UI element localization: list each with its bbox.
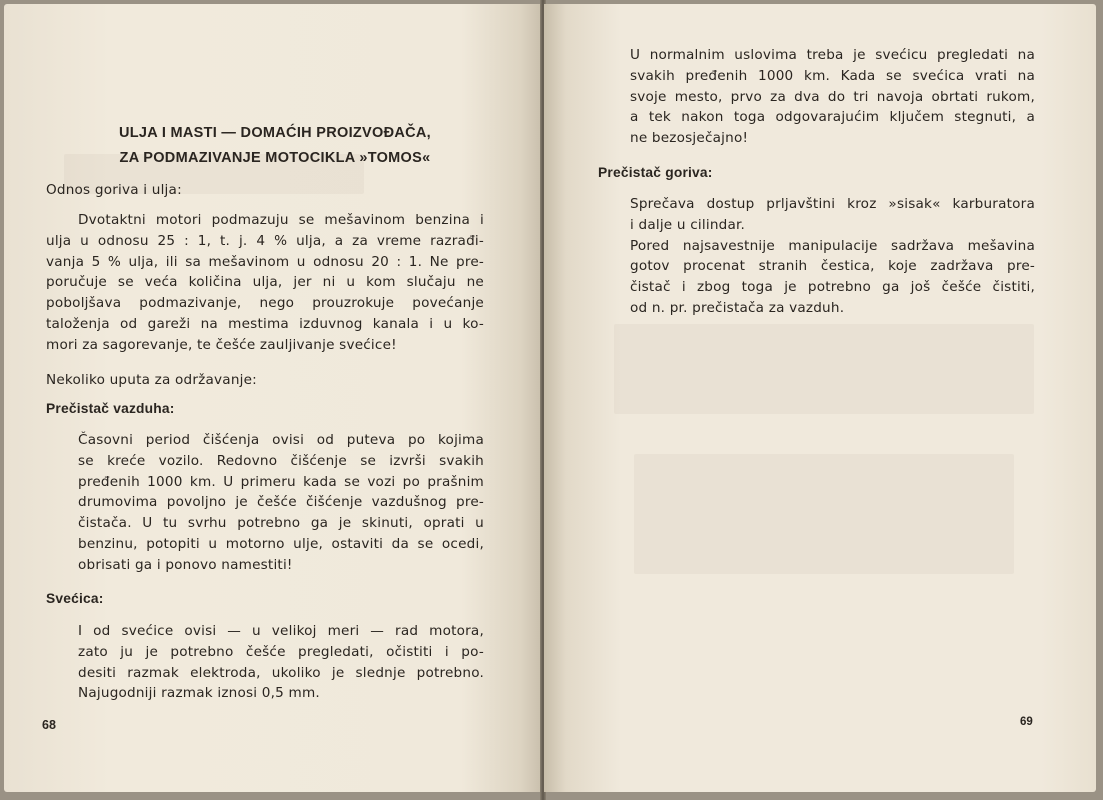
spark-plug-heading: Svećica: [46, 591, 104, 606]
paragraph-line: a tek nakon toga odgovarajućim ključem stegnuti, a [630, 109, 1035, 126]
fuel-filter-heading: Prečistač goriva: [598, 165, 713, 180]
paragraph-line: gotov procenat stranih čestica, koje zadržava pre- [630, 258, 1035, 275]
bleed-through-shadow [614, 324, 1034, 414]
paragraph-line: zato ju je potrebno češće pregledati, očistiti i po- [78, 643, 484, 660]
bleed-through-shadow [634, 454, 1014, 574]
paragraph-line: Pored najsavestnije manipulacije sadržava mešavina [630, 237, 1035, 254]
page-number-right: 69 [1020, 716, 1033, 728]
paragraph-line: se kreće vozilo. Redovno čišćenje se izvrši svakih [78, 452, 484, 469]
spark-plug-paragraph [78, 621, 484, 704]
paragraph-line: I od svećice ovisi — u velikoj meri — rad motora, [78, 623, 484, 639]
fuel-filter-paragraph [630, 194, 1035, 319]
paragraph-line: i dalje u cilindar. [630, 216, 746, 233]
air-filter-paragraph [78, 430, 484, 576]
paragraph-line: svakih pređenih 1000 km. Kada se svećica vrati na [630, 67, 1035, 84]
paragraph-line: Dvotaktni motori podmazuju se mešavinom benzina i [78, 212, 484, 228]
maintenance-intro: Nekoliko uputa za održavanje: [46, 372, 257, 388]
paragraph-line: desiti razmak elektroda, ukoliko je slednje potrebno. [78, 664, 484, 681]
paragraph-line: poručuje se veća količina ulja, jer ni u kom slučaju ne [46, 274, 484, 291]
paragraph-line: mori za sagorevanje, te češće zauljivanje svećice! [46, 336, 397, 353]
page-number-left: 68 [42, 718, 56, 732]
paragraph-line: drumovima povoljno je češće čišćenje vazdušnog pre- [78, 494, 484, 511]
paragraph-line: ulja u odnosu 25 : 1, t. j. 4 % ulja, a za vreme razrađi- [46, 232, 484, 249]
paragraph-line: od n. pr. prečistača za vazduh. [630, 299, 845, 316]
paragraph-line: benzinu, potopiti u motorno ulje, ostaviti da se ocedi, [78, 535, 484, 552]
fuel-oil-ratio-label: Odnos goriva i ulja: [46, 182, 182, 198]
paragraph-line: Časovni period čišćenja ovisi od puteva po kojima [78, 432, 484, 448]
fuel-oil-ratio-paragraph [46, 210, 484, 356]
paragraph-line: poboljšava podmazivanje, nego prouzrokuje povećanje [46, 295, 484, 312]
paragraph-line: Najugodniji razmak iznosi 0,5 mm. [78, 685, 320, 702]
air-filter-heading: Prečistač vazduha: [46, 401, 175, 416]
page-title-line-2: ZA PODMAZIVANJE MOTOCIKLA »TOMOS« [119, 150, 431, 166]
spark-plug-continued-paragraph [630, 45, 1035, 149]
paragraph-line: Sprečava dostup prljavštini kroz »sisak« karburatora [630, 196, 1035, 212]
paragraph-line: ne bezosječajno! [630, 130, 749, 147]
paragraph-line: čistač i zbog toga je potrebno ga još češće čistiti, [630, 279, 1035, 296]
paragraph-line: taloženja od gareži na mestima izduvnog kanala i u ko- [46, 315, 484, 332]
page-title-line-1: ULJA I MASTI — DOMAĆIH PROIZVOĐAČA, [118, 125, 432, 141]
paragraph-line: vanja 5 % ulja, ili sa mešavinom u odnosu 20 : 1. Ne pre- [46, 253, 484, 270]
paragraph-line: pređenih 1000 km. U primeru kada se vozi po prašnim [78, 473, 484, 490]
paragraph-line: svoje mesto, prvo za dva do tri navoja obrtati rukom, [630, 88, 1035, 105]
paragraph-line: U normalnim uslovima treba je svećicu pregledati na [630, 47, 1035, 63]
paragraph-line: čistača. U tu svrhu potrebno ga je skinuti, oprati u [78, 515, 484, 532]
paragraph-line: obrisati ga i ponovo namestiti! [78, 556, 293, 573]
